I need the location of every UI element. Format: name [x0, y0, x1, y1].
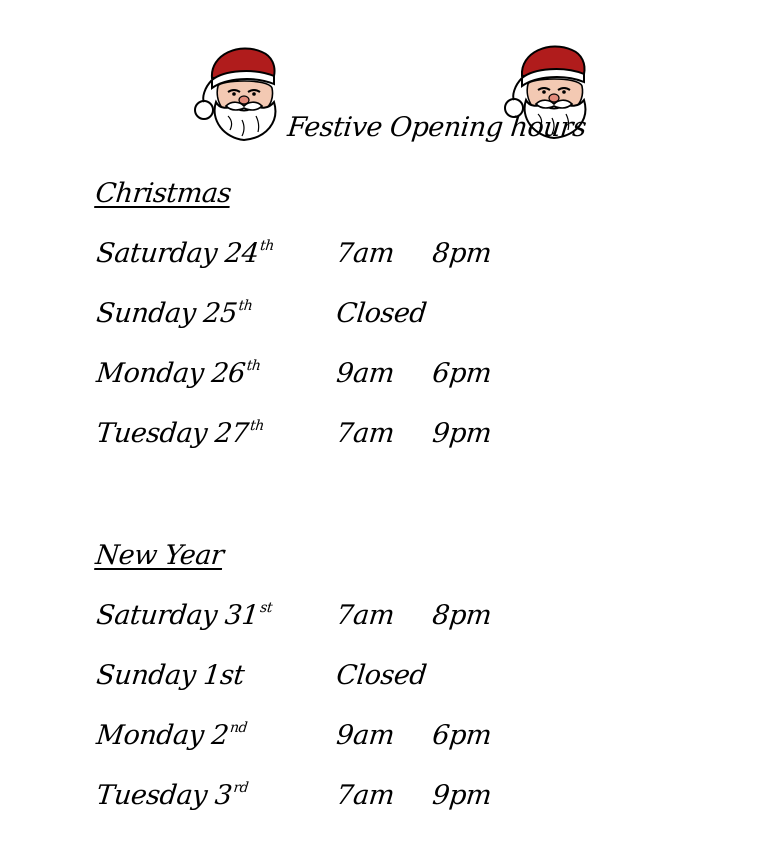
day-label: Monday 2nd: [94, 720, 248, 751]
section-heading-new-year: New Year: [94, 540, 226, 571]
hours-row: [94, 780, 598, 820]
day-label: Sunday 25th: [94, 298, 254, 329]
closing-time: 8pm: [430, 600, 493, 631]
day-label: Tuesday 27th: [94, 418, 265, 449]
day-label: Saturday 24th: [94, 238, 275, 269]
hours-row: [94, 418, 598, 458]
closing-time: 6pm: [430, 358, 493, 389]
opening-time: 7am: [334, 780, 396, 811]
day-label: Sunday 1st: [94, 660, 246, 691]
opening-time: Closed: [334, 298, 428, 329]
opening-time: 7am: [334, 600, 396, 631]
day-label: Saturday 31st: [94, 600, 273, 631]
santa-face-icon: [195, 48, 275, 140]
page-title: Festive Opening hours: [286, 112, 588, 143]
closing-time: 6pm: [430, 720, 493, 751]
hours-row: [94, 358, 598, 398]
opening-time: 9am: [334, 358, 396, 389]
day-label: Tuesday 3rd: [94, 780, 250, 811]
opening-time: 9am: [334, 720, 396, 751]
opening-time: 7am: [334, 418, 396, 449]
hours-row: [94, 238, 598, 278]
opening-time: Closed: [334, 660, 428, 691]
hours-row: [94, 660, 598, 700]
hours-row: [94, 720, 598, 760]
santa-left-illustration: [190, 40, 286, 144]
closing-time: 9pm: [430, 418, 493, 449]
section-heading-christmas: Christmas: [94, 178, 233, 209]
hours-row: [94, 600, 598, 640]
day-label: Monday 26th: [94, 358, 262, 389]
opening-time: 7am: [334, 238, 396, 269]
closing-time: 9pm: [430, 780, 493, 811]
hours-row: [94, 298, 598, 338]
closing-time: 8pm: [430, 238, 493, 269]
